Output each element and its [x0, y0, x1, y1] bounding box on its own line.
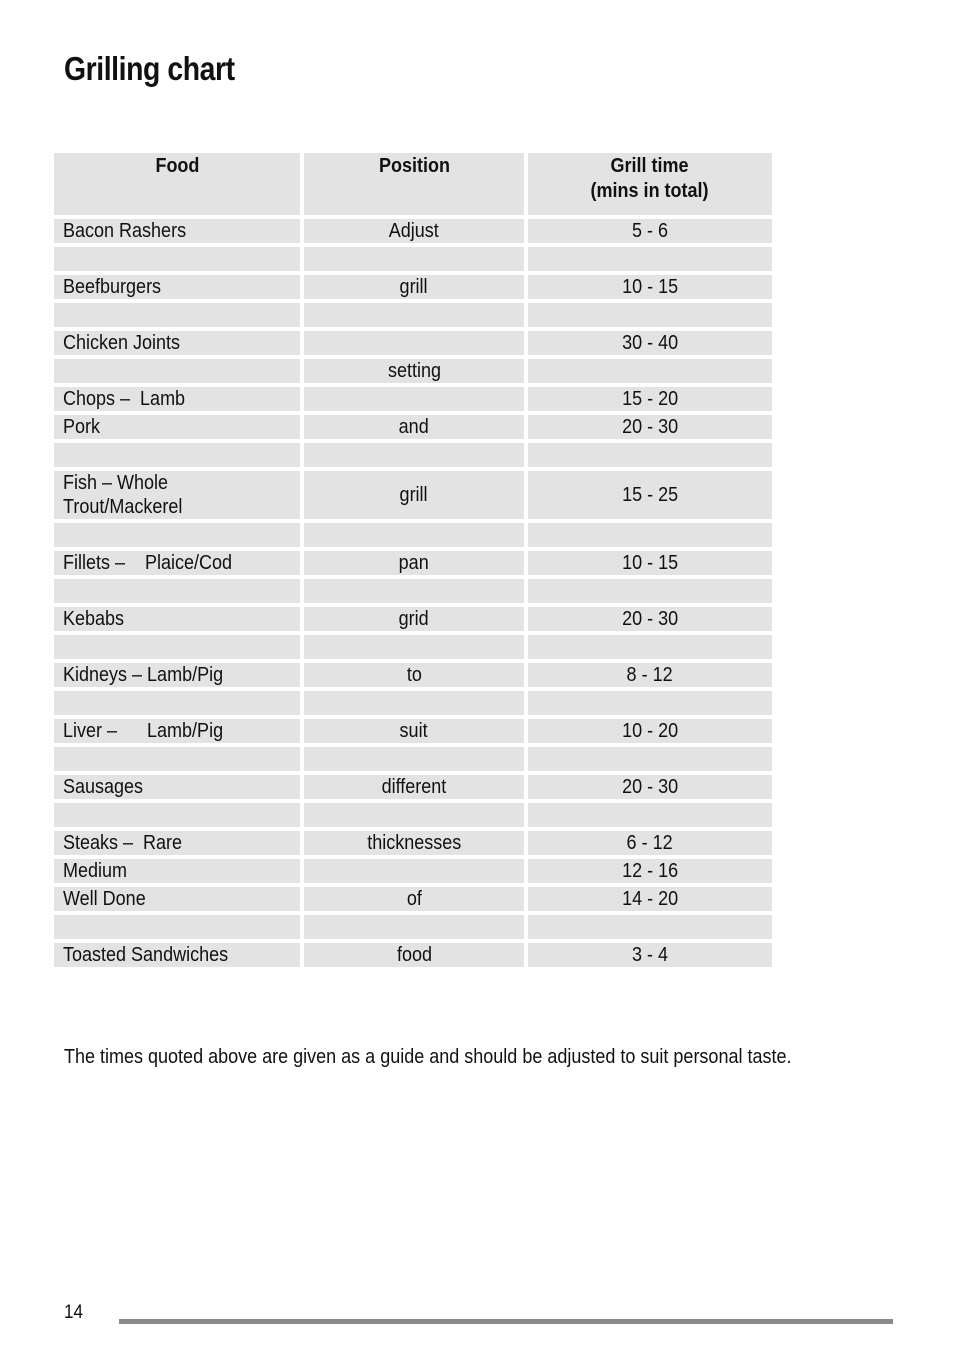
- table-row: [54, 887, 772, 911]
- grill-time-cell: 10 - 15: [528, 551, 772, 575]
- grill-time-cell: 20 - 30: [528, 415, 772, 439]
- food-cell: Beefburgers: [54, 275, 304, 299]
- food-cell: Well Done: [54, 887, 304, 911]
- food-cell: [54, 915, 304, 939]
- food-cell: Medium: [54, 859, 304, 883]
- position-cell: setting: [304, 359, 528, 383]
- position-cell: [304, 579, 528, 603]
- food-cell: Chicken Joints: [54, 331, 304, 355]
- grill-time-cell: [528, 803, 772, 827]
- grill-time-cell: [528, 579, 772, 603]
- table-row-spacer: [54, 747, 772, 771]
- grill-time-cell: [528, 247, 772, 271]
- position-cell: pan: [304, 551, 528, 575]
- grill-time-cell: [528, 635, 772, 659]
- food-cell: Kebabs: [54, 607, 304, 631]
- table-row: [54, 943, 772, 967]
- grill-time-cell: [528, 691, 772, 715]
- food-cell: Bacon Rashers: [54, 219, 304, 243]
- position-cell: to: [304, 663, 528, 687]
- table-row: [54, 331, 772, 355]
- table-row: [54, 387, 772, 411]
- table-row: [54, 415, 772, 439]
- header-position: Position: [304, 153, 528, 215]
- position-cell: different: [304, 775, 528, 799]
- table-row-spacer: [54, 247, 772, 271]
- footnote: The times quoted above are given as a guide and should be adjusted to suit personal taste.: [64, 1046, 792, 1068]
- food-cell: [54, 747, 304, 771]
- position-cell: [304, 331, 528, 355]
- position-cell: Adjust: [304, 219, 528, 243]
- table-row: [54, 551, 772, 575]
- position-cell: [304, 691, 528, 715]
- position-cell: [304, 859, 528, 883]
- table-row: [54, 275, 772, 299]
- position-cell: of: [304, 887, 528, 911]
- grill-time-cell: 20 - 30: [528, 607, 772, 631]
- page-title: Grilling chart: [64, 50, 235, 87]
- table-row: [54, 607, 772, 631]
- table-row-spacer: [54, 579, 772, 603]
- grill-time-cell: 5 - 6: [528, 219, 772, 243]
- table-row: [54, 219, 772, 243]
- position-cell: and: [304, 415, 528, 439]
- food-cell: [54, 247, 304, 271]
- food-cell: [54, 691, 304, 715]
- food-cell: [54, 443, 304, 467]
- grill-time-cell: 15 - 20: [528, 387, 772, 411]
- position-cell: food: [304, 943, 528, 967]
- food-cell: [54, 803, 304, 827]
- position-cell: [304, 747, 528, 771]
- food-cell: Kidneys – Lamb/Pig: [54, 663, 304, 687]
- food-cell: Toasted Sandwiches: [54, 943, 304, 967]
- food-cell: Fillets – Plaice/Cod: [54, 551, 304, 575]
- grill-time-cell: [528, 359, 772, 383]
- table-row: [54, 663, 772, 687]
- food-cell: Chops – Lamb: [54, 387, 304, 411]
- table-row: [54, 831, 772, 855]
- position-cell: [304, 523, 528, 547]
- grill-time-cell: 6 - 12: [528, 831, 772, 855]
- grill-time-cell: [528, 303, 772, 327]
- food-cell: [54, 635, 304, 659]
- food-cell: Steaks – Rare: [54, 831, 304, 855]
- table-row-spacer: [54, 803, 772, 827]
- grill-time-cell: 14 - 20: [528, 887, 772, 911]
- food-cell: [54, 303, 304, 327]
- table-row-spacer: [54, 443, 772, 467]
- grill-time-cell: 10 - 15: [528, 275, 772, 299]
- food-cell: [54, 359, 304, 383]
- header-grill-time: Grill time (mins in total): [528, 153, 772, 215]
- grill-time-cell: 20 - 30: [528, 775, 772, 799]
- table-row-spacer: [54, 915, 772, 939]
- food-cell: [54, 523, 304, 547]
- grill-time-cell: [528, 747, 772, 771]
- table-row-spacer: [54, 303, 772, 327]
- grill-time-cell: 15 - 25: [528, 471, 772, 519]
- position-cell: [304, 387, 528, 411]
- position-cell: suit: [304, 719, 528, 743]
- table-row-spacer: [54, 635, 772, 659]
- grill-time-cell: 3 - 4: [528, 943, 772, 967]
- food-cell: Pork: [54, 415, 304, 439]
- grill-time-cell: 8 - 12: [528, 663, 772, 687]
- table-row-spacer: [54, 523, 772, 547]
- grill-time-cell: 10 - 20: [528, 719, 772, 743]
- food-cell: Sausages: [54, 775, 304, 799]
- table-row: [54, 775, 772, 799]
- footer-rule: [119, 1319, 893, 1324]
- food-cell: [54, 579, 304, 603]
- table-header-row: [54, 153, 772, 215]
- grill-time-cell: [528, 443, 772, 467]
- position-cell: thicknesses: [304, 831, 528, 855]
- position-cell: grill: [304, 471, 528, 519]
- position-cell: [304, 803, 528, 827]
- table-row: [54, 859, 772, 883]
- grill-time-cell: [528, 915, 772, 939]
- position-cell: [304, 635, 528, 659]
- food-cell: Liver – Lamb/Pig: [54, 719, 304, 743]
- table-row: [54, 359, 772, 383]
- grill-time-cell: 12 - 16: [528, 859, 772, 883]
- header-food: Food: [54, 153, 304, 215]
- grilling-chart-table: [54, 149, 772, 971]
- table-row: [54, 471, 772, 519]
- position-cell: [304, 247, 528, 271]
- food-cell: Fish – Whole Trout/Mackerel: [54, 471, 304, 519]
- position-cell: [304, 915, 528, 939]
- position-cell: [304, 303, 528, 327]
- page-number: 14: [64, 1302, 84, 1323]
- position-cell: grid: [304, 607, 528, 631]
- position-cell: grill: [304, 275, 528, 299]
- grill-time-cell: [528, 523, 772, 547]
- table-row: [54, 719, 772, 743]
- position-cell: [304, 443, 528, 467]
- grill-time-cell: 30 - 40: [528, 331, 772, 355]
- table-row-spacer: [54, 691, 772, 715]
